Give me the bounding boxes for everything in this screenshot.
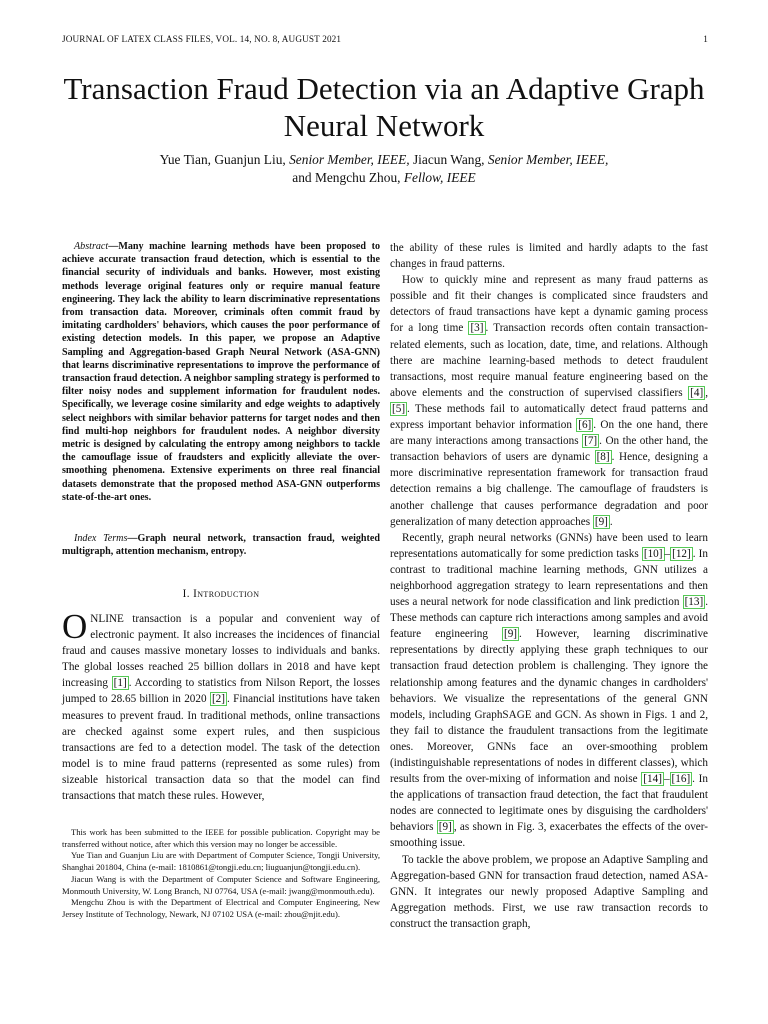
paragraph (390, 530, 708, 852)
running-header (62, 34, 708, 44)
citation-link[interactable]: [13] (684, 596, 704, 609)
abstract-text: —Many machine learning methods have been proposed to achieve accurate transaction fraud detection, which is essential to the financial security of individuals and banks. However, most existing methods leverage original features only or require manual feature engineering. They lack the ability to learn discriminative representations from transaction data. Moreover, criminals often commit fraud by imitating cardholders' behaviors, which causes the poor performance of existing detection models. In this paper, we propose an Adaptive Sampling and Aggregation-based Graph Neural Network (ASA-GNN) that learns discriminative representations to improve the performance of transaction fraud detection. A neighbor sampling strategy is performed to filter noisy nodes and supplement information for fraudulent nodes. Specifically, we leverage cosine similarity and edge weights to adaptively select neighbors with similar behavior patterns for target nodes and then find multi-hop neighbors for fraudulent nodes. A neighbor diversity metric is designed by calculating the entropy among neighbors to tackle the camouflage issue of fraudsters and explicitly alleviate the over-smoothing phenomena. Extensive experiments on three real financial datasets demonstrate that the proposed method ASA-GNN outperforms state-of-the-art ones. (62, 241, 380, 503)
text-run: – (663, 773, 670, 786)
author-role: Fellow, IEEE (403, 170, 476, 185)
author-names: and Mengchu Zhou, (292, 170, 401, 185)
text-run: . In contrast to traditional machine learning methods, GNN utilizes a neighborhood aggregation strategy to learn representations and then uses a neural network for node classification and link prediction (390, 547, 708, 609)
citation-link[interactable]: [6] (578, 419, 592, 432)
text-run: . These methods fail to automatically detect fraud patterns and express important behavior information (390, 402, 708, 432)
text-run: . Transaction records often contain transaction-related elements, such as location, date, time, and relations. Although there are machine learning-based methods to detect fraudulent transactions, most require manual feature engineering based on the above elements and the construction of supervised classifiers (390, 322, 708, 399)
text-run: . (609, 515, 613, 528)
section-heading (62, 588, 380, 600)
text-run: . Hence, designing a more discriminative representation framework for transaction fraud detection remains a big challenge. The camouflage of fraudsters is another challenge that causes performance degradation and poor generalization of many detection approaches (390, 451, 708, 528)
intro-paragraph (62, 607, 380, 804)
author-names: Yue Tian, Guanjun Liu, (159, 152, 286, 167)
journal-name: JOURNAL OF LATEX CLASS FILES, VOL. 14, NO. 8, AUGUST 2021 (62, 34, 342, 44)
index-terms (62, 532, 380, 558)
citation-link[interactable]: [9] (594, 515, 608, 528)
paragraph: the ability of these rules is limited and hardly adapts to the fast changes in fraud patterns. (390, 242, 708, 271)
abstract (62, 240, 380, 504)
footnote: Jiacun Wang is with the Department of Computer Science and Software Engineering, Monmouth University, W. Long Branch, NJ 07764, USA (e-mail: jwang@monmouth.edu). (62, 873, 380, 896)
index-terms-label: Index Terms (74, 533, 128, 544)
citation-link[interactable]: [3] (470, 322, 484, 335)
citation-link[interactable]: [7] (584, 435, 598, 448)
author-names: Jiacun Wang, (412, 152, 485, 167)
citation-link[interactable]: [16] (671, 773, 691, 786)
text-run: . On the one hand, there are many interactions among transactions (390, 419, 708, 448)
citation-link[interactable]: [9] (438, 821, 452, 834)
text-run: , as shown in Fig. 3, exacerbates the effects of the over-smoothing issue. (390, 821, 708, 850)
paragraph (390, 272, 708, 530)
abstract-label: Abstract (74, 241, 109, 252)
first-word: NLINE (90, 613, 124, 625)
paragraph: To tackle the above problem, we propose an Adaptive Sampling and Aggregation-based GNN for transaction fraud detection, named ASA-GNN. It integrates our newly proposed Adaptive Sampling and Aggregation methods. First, we use raw transaction records to construct the transaction graph, (390, 853, 708, 930)
text-run: How to quickly mine and represent as many fraud patterns as possible and fit their changes is complicated since fraudsters and detectors of fraud transactions have kept a dynamic gaming process for a long time (390, 274, 708, 335)
citation-link[interactable]: [10] (643, 547, 663, 560)
page-number: 1 (703, 34, 708, 44)
text-run: . However, learning discriminative representations by directly applying these graph techniques to our transaction fraud detection problem is challenging. They ignore the relationship among features and the dynamic changes in cardholders' behaviors. We visualize the representations of the general GNN models, including GraphSAGE and GCN. As shown in Figs. 1 and 2, they fail to distance the fraudulent transactions from the legitimate ones. Moreover, GNNs face an over-smoothing problem (indistinguishable representations of nodes in different classes), which results from the over-mixing of information and noise (390, 628, 709, 786)
citation-link[interactable]: [1] (113, 677, 127, 690)
text-run: . These methods can capture rich interactions among samples and avoid feature engineering (390, 596, 708, 641)
footnotes (62, 827, 380, 921)
text-run: . Financial institutions have taken measures to prevent fraud. In traditional methods, online transactions are checked against some expert rules, and then suspicious transactions are fed to a detection model. The task of the detection model is to mine fraud patterns (represented as some rules) from sizeable historical transaction data so that the model can find transactions that match these rules. However, (62, 693, 380, 803)
text-run: – (664, 547, 671, 560)
right-column (390, 240, 708, 932)
text-run: . On the other hand, the transaction behaviors of users are dynamic (390, 435, 708, 464)
index-terms-text: —Graph neural network, transaction fraud, weighted multigraph, attention mechanism, entropy. (62, 533, 380, 558)
footnote: This work has been submitted to the IEEE for possible publication. Copyright may be transferred without notice, after which this version may no longer be accessible. (62, 827, 380, 849)
text-run: . According to statistics from Nilson Report, the losses jumped to 28.65 billion in 2020 (62, 677, 380, 706)
citation-link[interactable]: [4] (690, 386, 704, 399)
section-number: I. (182, 588, 190, 600)
text-run: Recently, graph neural networks (GNNs) have been used to learn representations automatically for some prediction tasks (390, 531, 708, 560)
citation-link[interactable]: [8] (596, 451, 610, 464)
citation-link[interactable]: [2] (211, 693, 225, 706)
text-run: , (705, 386, 708, 399)
text-run: . In the applications of transaction fraud detection, the fact that fraudulent nodes are connected to legitimate ones by disguising the cardholders' behaviors (390, 773, 708, 834)
author-list (60, 151, 708, 187)
drop-cap: O (62, 607, 88, 646)
citation-link[interactable]: [12] (672, 547, 691, 560)
author-role: Senior Member, IEEE, (289, 152, 410, 167)
citation-link[interactable]: [5] (392, 402, 406, 415)
text-run: transaction is a popular and convenient way of electronic payment. It also increases the incidences of financial fraud and causes massive monetary losses to individuals and banks. The global losses reached 25 billion dollars in 2018 and have kept increasing (62, 613, 380, 690)
footnote: Yue Tian and Guanjun Liu are with Department of Computer Science, Tongji University, Shanghai 201804, China (e-mail: 1810861@tongji.edu.cn; liuguanjun@tongji.edu.cn). (62, 850, 380, 873)
author-role: Senior Member, IEEE, (487, 152, 609, 167)
paper-title: Transaction Fraud Detection via an Adaptive Graph Neural Network (63, 71, 705, 143)
citation-link[interactable]: [14] (643, 773, 662, 786)
citation-link[interactable]: [9] (503, 628, 518, 641)
section-title: Introduction (193, 588, 260, 600)
footnote: Mengchu Zhou is with the Department of Electrical and Computer Engineering, New Jersey Institute of Technology, Newark, NJ 07102 USA (e-mail: zhou@njit.edu). (62, 897, 380, 919)
